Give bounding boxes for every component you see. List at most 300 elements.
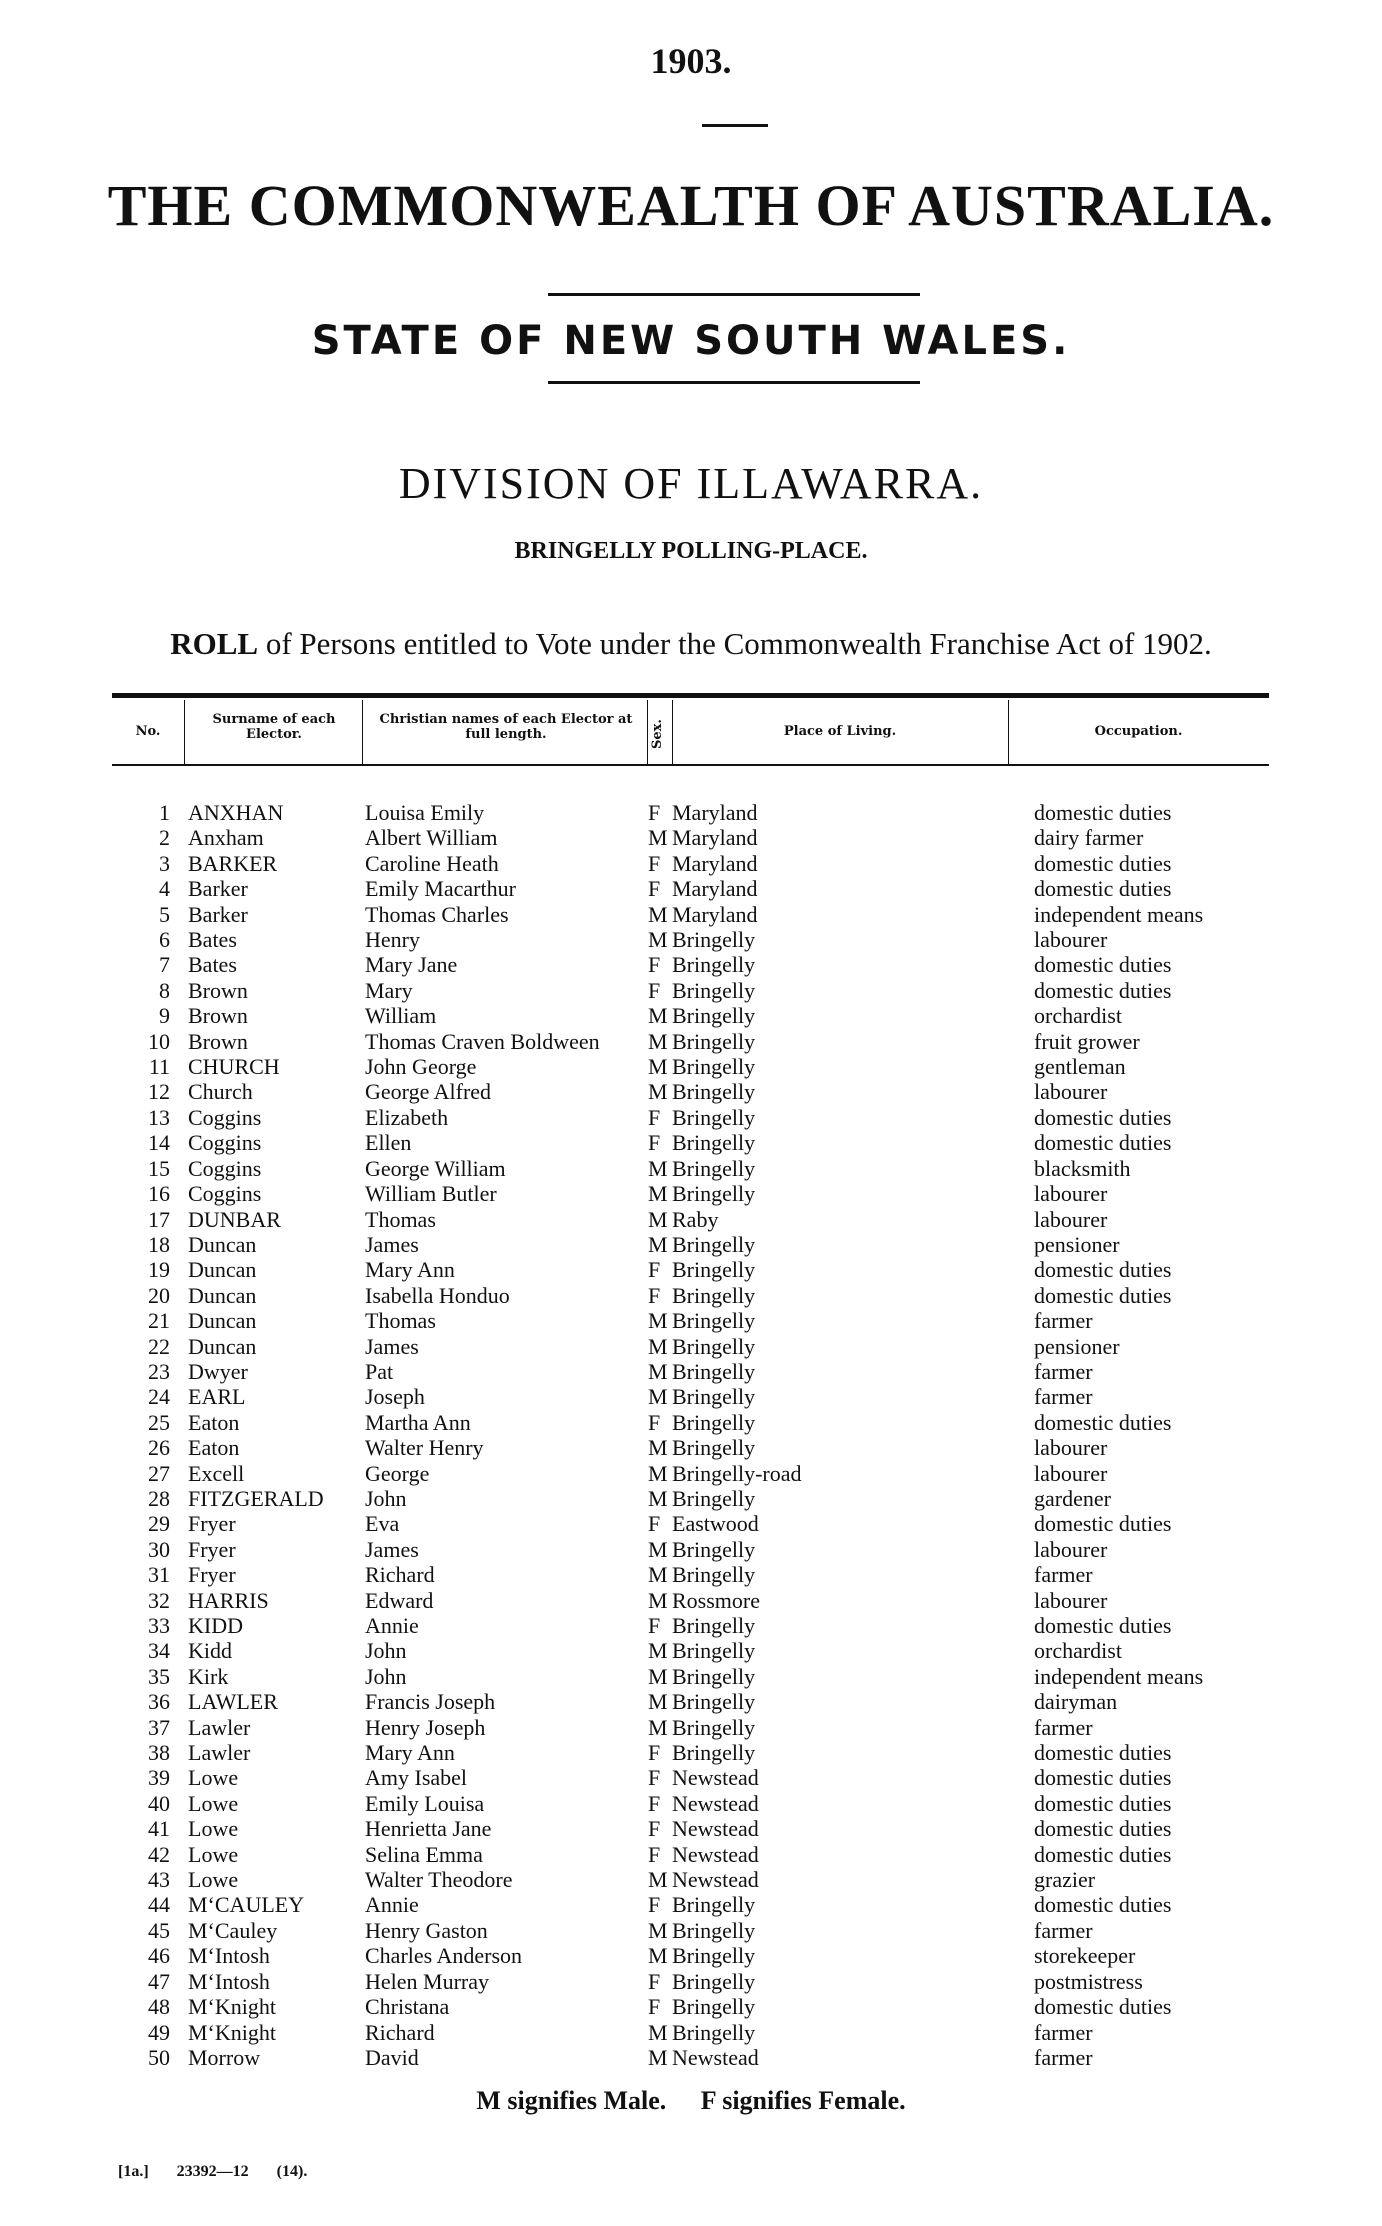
place-of-living: Bringelly bbox=[672, 1485, 756, 1511]
table-row bbox=[112, 1537, 1234, 1562]
occupation: labourer bbox=[1034, 1206, 1108, 1232]
place-of-living: Bringelly bbox=[672, 1562, 756, 1588]
surname: Brown bbox=[188, 1028, 248, 1054]
place-of-living: Bringelly-road bbox=[672, 1460, 802, 1486]
sex: F bbox=[648, 876, 661, 902]
table-row bbox=[112, 1257, 1234, 1282]
column-header-surname: Surname of each Elector. bbox=[212, 712, 336, 742]
row-number: 21 bbox=[148, 1308, 170, 1334]
table-row bbox=[112, 1029, 1234, 1054]
sex: M bbox=[648, 1308, 668, 1334]
occupation: domestic duties bbox=[1034, 850, 1172, 876]
surname: Kidd bbox=[188, 1638, 232, 1664]
christian-names: Thomas bbox=[365, 1206, 436, 1232]
place-of-living: Newstead bbox=[672, 1841, 759, 1867]
surname: Lowe bbox=[188, 1841, 239, 1867]
table-row bbox=[112, 1613, 1234, 1638]
row-number: 49 bbox=[148, 2019, 170, 2045]
surname: LAWLER bbox=[188, 1689, 278, 1715]
surname: Fryer bbox=[188, 1536, 236, 1562]
row-number: 40 bbox=[148, 1790, 170, 1816]
surname: Coggins bbox=[188, 1181, 262, 1207]
polling-place-heading: BRINGELLY POLLING-PLACE. bbox=[514, 538, 868, 564]
occupation: storekeeper bbox=[1034, 1943, 1136, 1969]
christian-names: George William bbox=[365, 1155, 506, 1181]
table-row bbox=[112, 1054, 1234, 1079]
occupation: orchardist bbox=[1034, 1003, 1122, 1029]
sex: F bbox=[648, 1613, 661, 1638]
table-row bbox=[112, 1791, 1234, 1816]
christian-names: Charles Anderson bbox=[365, 1943, 523, 1969]
sex: F bbox=[648, 977, 661, 1003]
christian-names: Helen Murray bbox=[365, 1968, 490, 1994]
sex: M bbox=[648, 901, 668, 927]
surname: M‘Intosh bbox=[188, 1943, 270, 1969]
occupation: orchardist bbox=[1034, 1638, 1122, 1664]
christian-names: David bbox=[365, 2044, 419, 2070]
surname: Brown bbox=[188, 1003, 248, 1029]
place-of-living: Newstead bbox=[672, 1790, 759, 1816]
place-of-living: Raby bbox=[672, 1206, 719, 1232]
column-header-place: Place of Living. bbox=[783, 724, 897, 739]
surname: Bates bbox=[188, 927, 237, 953]
sex: M bbox=[648, 1384, 668, 1410]
sex: M bbox=[648, 1155, 668, 1181]
christian-names: Christana bbox=[365, 1994, 450, 2020]
occupation: domestic duties bbox=[1034, 1511, 1172, 1537]
sex: F bbox=[648, 850, 661, 876]
christian-names: Elizabeth bbox=[365, 1104, 449, 1130]
row-number: 28 bbox=[148, 1485, 170, 1511]
occupation: independent means bbox=[1034, 901, 1204, 927]
surname: Duncan bbox=[188, 1333, 257, 1359]
place-of-living: Bringelly bbox=[672, 1333, 756, 1359]
table-row bbox=[112, 1156, 1234, 1181]
column-header-occupation: Occupation. bbox=[1094, 724, 1183, 739]
row-number: 34 bbox=[148, 1638, 170, 1664]
place-of-living: Bringelly bbox=[672, 1028, 756, 1054]
surname: Barker bbox=[188, 901, 248, 927]
christian-names: James bbox=[365, 1231, 419, 1257]
divider bbox=[548, 293, 920, 296]
legend-male: M signifies Male. bbox=[476, 2086, 667, 2115]
surname: Brown bbox=[188, 977, 248, 1003]
row-number: 23 bbox=[148, 1358, 170, 1384]
occupation: dairyman bbox=[1034, 1689, 1118, 1715]
page-title: THE COMMONWEALTH OF AUSTRALIA. bbox=[107, 173, 1275, 238]
sex: M bbox=[648, 825, 668, 851]
place-of-living: Bringelly bbox=[672, 1003, 756, 1029]
surname: Lowe bbox=[188, 1790, 239, 1816]
table-row bbox=[112, 1384, 1234, 1409]
place-of-living: Bringelly bbox=[672, 1282, 756, 1308]
row-number: 27 bbox=[148, 1460, 170, 1486]
occupation: farmer bbox=[1034, 1917, 1093, 1943]
occupation: domestic duties bbox=[1034, 1994, 1172, 2020]
sex: M bbox=[648, 1943, 668, 1969]
surname: Morrow bbox=[188, 2044, 261, 2070]
row-number: 20 bbox=[148, 1282, 170, 1308]
sex: M bbox=[648, 1358, 668, 1384]
table-row bbox=[112, 978, 1234, 1003]
sheet-mark: [1a.] bbox=[118, 2163, 149, 2180]
row-number: 19 bbox=[148, 1257, 170, 1283]
christian-names: Louisa Emily bbox=[365, 800, 485, 825]
sex: M bbox=[648, 1231, 668, 1257]
place-of-living: Bringelly bbox=[672, 1155, 756, 1181]
row-number: 13 bbox=[148, 1104, 170, 1130]
surname: Lowe bbox=[188, 1867, 239, 1893]
christian-names: Amy Isabel bbox=[365, 1765, 468, 1791]
occupation: gardener bbox=[1034, 1485, 1111, 1511]
sex: M bbox=[648, 1638, 668, 1664]
row-number: 42 bbox=[148, 1841, 170, 1867]
sex: F bbox=[648, 1892, 661, 1918]
row-number: 10 bbox=[148, 1028, 170, 1054]
sex: M bbox=[648, 1587, 668, 1613]
sex: M bbox=[648, 1689, 668, 1715]
christian-names: William Butler bbox=[365, 1181, 497, 1207]
row-number: 44 bbox=[148, 1892, 170, 1918]
place-of-living: Bringelly bbox=[672, 1663, 756, 1689]
table-row bbox=[112, 851, 1234, 876]
place-of-living: Bringelly bbox=[672, 1714, 756, 1740]
sex: M bbox=[648, 1079, 668, 1105]
place-of-living: Rossmore bbox=[672, 1587, 760, 1613]
christian-names: Richard bbox=[365, 2019, 435, 2045]
occupation: blacksmith bbox=[1034, 1155, 1131, 1181]
sex: F bbox=[648, 1994, 661, 2020]
christian-names: Walter Theodore bbox=[365, 1867, 513, 1893]
row-number: 9 bbox=[159, 1003, 170, 1029]
table-row bbox=[112, 1638, 1234, 1663]
table-row bbox=[112, 927, 1234, 952]
occupation: farmer bbox=[1034, 1714, 1093, 1740]
occupation: domestic duties bbox=[1034, 1257, 1172, 1283]
occupation: pensioner bbox=[1034, 1333, 1120, 1359]
surname: Lawler bbox=[188, 1714, 251, 1740]
place-of-living: Bringelly bbox=[672, 927, 756, 953]
copy-count: (14). bbox=[276, 2163, 308, 2180]
row-number: 11 bbox=[148, 1054, 170, 1080]
year: 1903. bbox=[650, 41, 732, 81]
occupation: labourer bbox=[1034, 1079, 1108, 1105]
occupation: domestic duties bbox=[1034, 1790, 1172, 1816]
table-row bbox=[112, 1994, 1234, 2019]
christian-names: James bbox=[365, 1536, 419, 1562]
row-number: 18 bbox=[148, 1231, 170, 1257]
row-number: 36 bbox=[148, 1689, 170, 1715]
row-number: 6 bbox=[159, 927, 170, 953]
place-of-living: Maryland bbox=[672, 876, 758, 902]
row-number: 2 bbox=[159, 825, 170, 851]
surname: Eaton bbox=[188, 1409, 240, 1435]
surname: KIDD bbox=[188, 1613, 243, 1638]
table-row bbox=[112, 876, 1234, 901]
row-number: 43 bbox=[148, 1867, 170, 1893]
sex: F bbox=[648, 1765, 661, 1791]
christian-names: Mary Jane bbox=[365, 952, 458, 978]
row-number: 32 bbox=[148, 1587, 170, 1613]
place-of-living: Bringelly bbox=[672, 1435, 756, 1461]
occupation: farmer bbox=[1034, 2044, 1093, 2070]
christian-names: John bbox=[365, 1663, 407, 1689]
occupation: domestic duties bbox=[1034, 1613, 1172, 1638]
table-row bbox=[112, 1842, 1234, 1867]
table-row bbox=[112, 1003, 1234, 1028]
occupation: farmer bbox=[1034, 1308, 1093, 1334]
sex: M bbox=[648, 1917, 668, 1943]
place-of-living: Bringelly bbox=[672, 1079, 756, 1105]
place-of-living: Newstead bbox=[672, 2044, 759, 2070]
surname: Coggins bbox=[188, 1130, 262, 1156]
christian-names: Henry Joseph bbox=[365, 1714, 486, 1740]
occupation: domestic duties bbox=[1034, 1892, 1172, 1918]
row-number: 26 bbox=[148, 1435, 170, 1461]
occupation: domestic duties bbox=[1034, 1765, 1172, 1791]
christian-names: Eva bbox=[365, 1511, 400, 1537]
sex: F bbox=[648, 1968, 661, 1994]
christian-names: Francis Joseph bbox=[365, 1689, 496, 1715]
table-row bbox=[112, 1308, 1234, 1333]
print-footer bbox=[118, 2163, 331, 2181]
column-divider bbox=[362, 700, 363, 764]
surname: Coggins bbox=[188, 1155, 262, 1181]
surname: M‘Cauley bbox=[188, 1917, 278, 1943]
occupation: farmer bbox=[1034, 2019, 1093, 2045]
sex: F bbox=[648, 1511, 661, 1537]
table-row bbox=[112, 902, 1234, 927]
table-row bbox=[112, 1562, 1234, 1587]
occupation: domestic duties bbox=[1034, 1282, 1172, 1308]
surname: Bates bbox=[188, 952, 237, 978]
place-of-living: Bringelly bbox=[672, 1409, 756, 1435]
sex: M bbox=[648, 927, 668, 953]
row-number: 5 bbox=[159, 901, 170, 927]
sex-legend bbox=[0, 2086, 1382, 2116]
sex: F bbox=[648, 1282, 661, 1308]
place-of-living: Bringelly bbox=[672, 1536, 756, 1562]
table-row bbox=[112, 825, 1234, 850]
sex: M bbox=[648, 1562, 668, 1588]
row-number: 12 bbox=[148, 1079, 170, 1105]
surname: M‘CAULEY bbox=[188, 1892, 305, 1918]
row-number: 33 bbox=[148, 1613, 170, 1638]
surname: M‘Knight bbox=[188, 2019, 276, 2045]
table-row bbox=[112, 1588, 1234, 1613]
place-of-living: Bringelly bbox=[672, 2019, 756, 2045]
place-of-living: Bringelly bbox=[672, 1968, 756, 1994]
christian-names: Selina Emma bbox=[365, 1841, 483, 1867]
surname: DUNBAR bbox=[188, 1206, 281, 1232]
sex: F bbox=[648, 1841, 661, 1867]
surname: Duncan bbox=[188, 1282, 257, 1308]
sex: M bbox=[648, 1028, 668, 1054]
surname: M‘Knight bbox=[188, 1994, 276, 2020]
state-heading: STATE OF NEW SOUTH WALES. bbox=[311, 318, 1071, 364]
place-of-living: Bringelly bbox=[672, 1231, 756, 1257]
occupation: farmer bbox=[1034, 1562, 1093, 1588]
surname: Fryer bbox=[188, 1511, 236, 1537]
table-row bbox=[112, 2045, 1234, 2070]
row-number: 1 bbox=[159, 800, 170, 825]
table-row bbox=[112, 1867, 1234, 1892]
occupation: domestic duties bbox=[1034, 952, 1172, 978]
place-of-living: Bringelly bbox=[672, 1130, 756, 1156]
place-of-living: Newstead bbox=[672, 1765, 759, 1791]
christian-names: William bbox=[365, 1003, 437, 1029]
surname: M‘Intosh bbox=[188, 1968, 270, 1994]
row-number: 25 bbox=[148, 1409, 170, 1435]
place-of-living: Bringelly bbox=[672, 1689, 756, 1715]
occupation: domestic duties bbox=[1034, 1104, 1172, 1130]
christian-names: Henry Gaston bbox=[365, 1917, 488, 1943]
table-row bbox=[112, 1181, 1234, 1206]
christian-names: Henrietta Jane bbox=[365, 1816, 492, 1842]
division-heading: DIVISION OF ILLAWARRA. bbox=[398, 459, 984, 508]
place-of-living: Bringelly bbox=[672, 1613, 756, 1638]
surname: Coggins bbox=[188, 1104, 262, 1130]
occupation: postmistress bbox=[1034, 1968, 1143, 1994]
sex: F bbox=[648, 1790, 661, 1816]
surname: Excell bbox=[188, 1460, 245, 1486]
christian-names: John bbox=[365, 1485, 407, 1511]
christian-names: Annie bbox=[365, 1613, 419, 1638]
table-row bbox=[112, 1486, 1234, 1511]
sex: M bbox=[648, 1333, 668, 1359]
occupation: labourer bbox=[1034, 1460, 1108, 1486]
surname: Kirk bbox=[188, 1663, 229, 1689]
table-row bbox=[112, 1359, 1234, 1384]
surname: Duncan bbox=[188, 1308, 257, 1334]
sex: F bbox=[648, 952, 661, 978]
occupation: domestic duties bbox=[1034, 1740, 1172, 1766]
table-row bbox=[112, 1918, 1234, 1943]
place-of-living: Bringelly bbox=[672, 1104, 756, 1130]
table-row bbox=[112, 1765, 1234, 1790]
row-number: 46 bbox=[148, 1943, 170, 1969]
sex: F bbox=[648, 1130, 661, 1156]
surname: CHURCH bbox=[188, 1054, 280, 1080]
christian-names: Isabella Honduo bbox=[365, 1282, 510, 1308]
place-of-living: Newstead bbox=[672, 1816, 759, 1842]
row-number: 37 bbox=[148, 1714, 170, 1740]
place-of-living: Bringelly bbox=[672, 1308, 756, 1334]
occupation: labourer bbox=[1034, 1181, 1108, 1207]
place-of-living: Newstead bbox=[672, 1867, 759, 1893]
row-number: 38 bbox=[148, 1740, 170, 1766]
row-number: 30 bbox=[148, 1536, 170, 1562]
row-number: 41 bbox=[148, 1816, 170, 1842]
christian-names: John George bbox=[365, 1054, 477, 1080]
place-of-living: Bringelly bbox=[672, 1917, 756, 1943]
row-number: 4 bbox=[159, 876, 170, 902]
christian-names: Emily Macarthur bbox=[365, 876, 516, 902]
place-of-living: Bringelly bbox=[672, 1994, 756, 2020]
occupation: gentleman bbox=[1034, 1054, 1126, 1080]
place-of-living: Maryland bbox=[672, 901, 758, 927]
table-row bbox=[112, 1664, 1234, 1689]
christian-names: George bbox=[365, 1460, 430, 1486]
table-row bbox=[112, 1461, 1234, 1486]
place-of-living: Bringelly bbox=[672, 977, 756, 1003]
occupation: domestic duties bbox=[1034, 1409, 1172, 1435]
table-row bbox=[112, 1435, 1234, 1460]
table-row bbox=[112, 1410, 1234, 1435]
surname: BARKER bbox=[188, 850, 278, 876]
christian-names: Ellen bbox=[365, 1130, 412, 1156]
surname: Dwyer bbox=[188, 1358, 248, 1384]
row-number: 24 bbox=[148, 1384, 170, 1410]
row-number: 16 bbox=[148, 1181, 170, 1207]
christian-names: Mary bbox=[365, 977, 413, 1003]
table-row bbox=[112, 1283, 1234, 1308]
surname: Lowe bbox=[188, 1765, 239, 1791]
row-number: 7 bbox=[159, 952, 170, 978]
roll-word: ROLL bbox=[170, 626, 259, 661]
row-number: 3 bbox=[159, 850, 170, 876]
sex: M bbox=[648, 1206, 668, 1232]
surname: Duncan bbox=[188, 1231, 257, 1257]
sex: M bbox=[648, 1054, 668, 1080]
sex: M bbox=[648, 1003, 668, 1029]
surname: Barker bbox=[188, 876, 248, 902]
table-row bbox=[112, 1207, 1234, 1232]
sex: F bbox=[648, 1816, 661, 1842]
column-divider bbox=[647, 700, 648, 764]
place-of-living: Bringelly bbox=[672, 1181, 756, 1207]
table-row bbox=[112, 952, 1234, 977]
sex: M bbox=[648, 1714, 668, 1740]
christian-names: Mary Ann bbox=[365, 1257, 455, 1283]
sex: M bbox=[648, 1663, 668, 1689]
surname: Duncan bbox=[188, 1257, 257, 1283]
christian-names: Emily Louisa bbox=[365, 1790, 485, 1816]
sex: M bbox=[648, 1435, 668, 1461]
place-of-living: Bringelly bbox=[672, 1054, 756, 1080]
surname: FITZGERALD bbox=[188, 1485, 324, 1511]
sex: M bbox=[648, 1181, 668, 1207]
row-number: 31 bbox=[148, 1562, 170, 1588]
sex: F bbox=[648, 1257, 661, 1283]
table-row bbox=[112, 1816, 1234, 1841]
occupation: labourer bbox=[1034, 1587, 1108, 1613]
place-of-living: Bringelly bbox=[672, 1384, 756, 1410]
christian-names: Thomas Craven Boldween bbox=[365, 1028, 600, 1054]
sex: F bbox=[648, 1104, 661, 1130]
row-number: 22 bbox=[148, 1333, 170, 1359]
place-of-living: Bringelly bbox=[672, 952, 756, 978]
row-number: 35 bbox=[148, 1663, 170, 1689]
row-number: 50 bbox=[148, 2044, 170, 2070]
table-header-top-rule bbox=[112, 693, 1269, 698]
row-number: 17 bbox=[148, 1206, 170, 1232]
roll-description bbox=[0, 626, 1382, 662]
row-number: 8 bbox=[159, 977, 170, 1003]
place-of-living: Bringelly bbox=[672, 1740, 756, 1766]
christian-names: Walter Henry bbox=[365, 1435, 484, 1461]
electoral-roll-table bbox=[112, 800, 1234, 2070]
surname: EARL bbox=[188, 1384, 246, 1410]
table-row bbox=[112, 1232, 1234, 1257]
christian-names: Annie bbox=[365, 1892, 419, 1918]
place-of-living: Eastwood bbox=[672, 1511, 759, 1537]
table-row bbox=[112, 1105, 1234, 1130]
sex: M bbox=[648, 1536, 668, 1562]
table-row bbox=[112, 1511, 1234, 1536]
christian-names: Pat bbox=[365, 1358, 394, 1384]
place-of-living: Bringelly bbox=[672, 1358, 756, 1384]
